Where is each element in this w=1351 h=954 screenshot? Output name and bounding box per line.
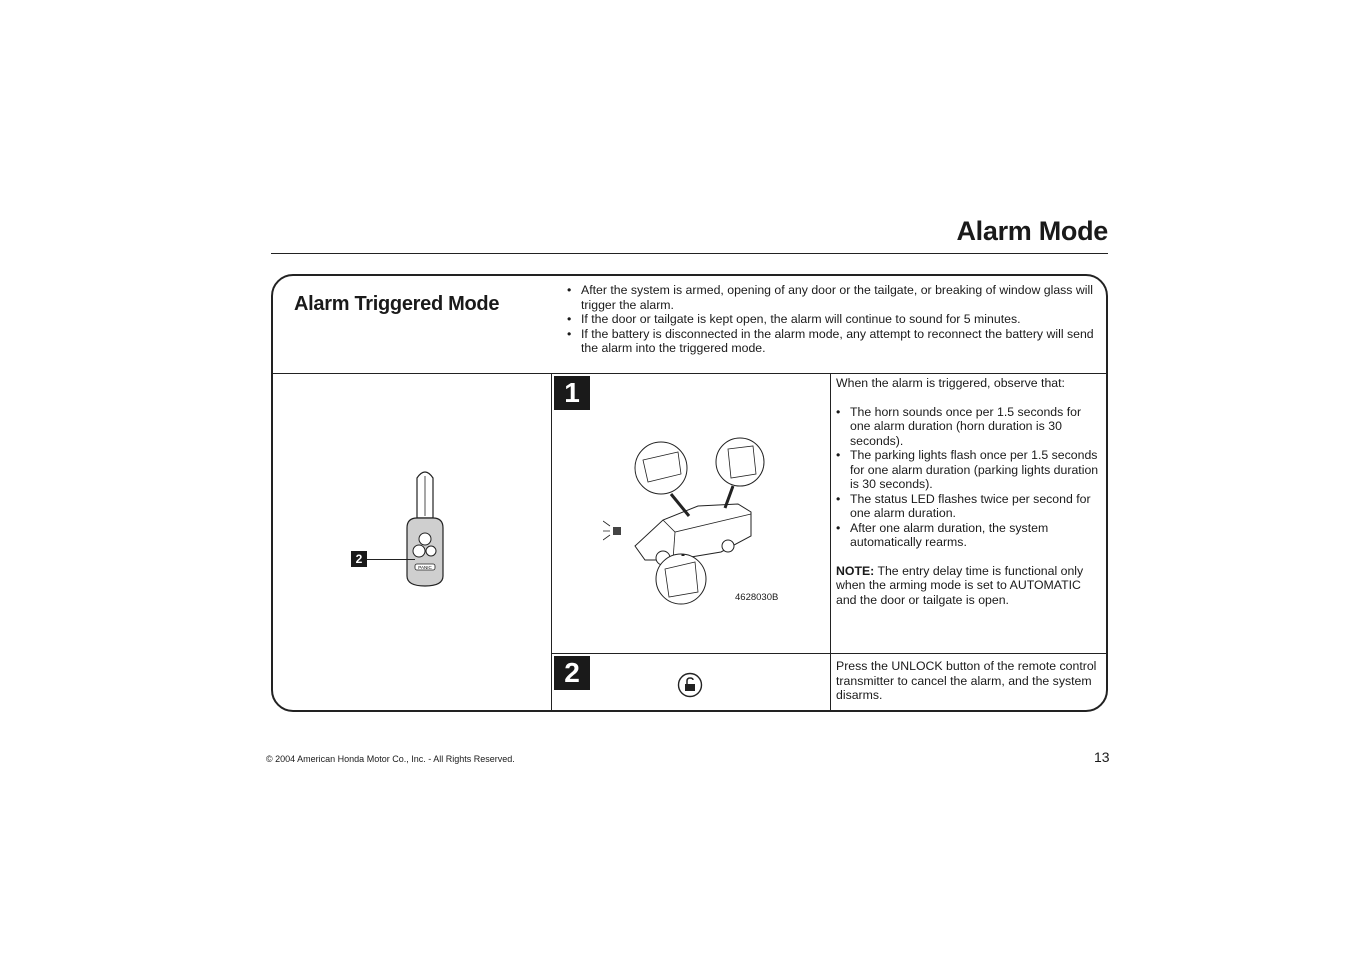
step-1-description [836, 376, 1104, 607]
list-item: • After the system is armed, opening of any door or the tailgate, or breaking of window glass will trigger the alarm. [567, 283, 1097, 312]
note-text: The entry delay time is functional only when the arming mode is set to AUTOMATIC and the door or tailgate is open. [836, 563, 1084, 607]
list-item: • After one alarm duration, the system automatically rearms. [836, 521, 1104, 550]
callout-line [367, 559, 415, 560]
callout-badge: 2 [351, 551, 367, 567]
note-label: NOTE: [836, 563, 875, 578]
intro-bullet-list [567, 283, 1097, 356]
vehicle-alarm-icon [603, 434, 778, 606]
step-1-lead: When the alarm is triggered, observe that: [836, 376, 1065, 390]
left-column-divider [551, 373, 552, 712]
list-item: • The horn sounds once per 1.5 seconds for one alarm duration (horn duration is 30 seconds). [836, 405, 1104, 449]
right-column-divider [830, 373, 831, 712]
list-item: • If the battery is disconnected in the alarm mode, any attempt to reconnect the battery will send the alarm into the triggered mode. [567, 327, 1097, 356]
step-1-bullet-list [836, 405, 1104, 550]
panic-label: PANIC [418, 565, 432, 570]
header-divider [273, 373, 1106, 374]
key-fob-icon [393, 466, 473, 591]
list-item: • If the door or tailgate is kept open, the alarm will continue to sound for 5 minutes. [567, 312, 1097, 327]
copyright-notice: © 2004 American Honda Motor Co., Inc. - All Rights Reserved. [266, 754, 515, 764]
step-1-note [836, 564, 1104, 608]
title-rule [271, 253, 1108, 254]
alarm-triggered-mode-panel [271, 274, 1108, 712]
step-1-badge: 1 [554, 376, 590, 410]
list-item: • The parking lights flash once per 1.5 seconds for one alarm duration (parking lights duration is 30 seconds). [836, 448, 1104, 492]
step-2-badge: 2 [554, 656, 590, 690]
list-item: • The status LED flashes twice per second for one alarm duration. [836, 492, 1104, 521]
page-title: Alarm Mode [956, 216, 1108, 246]
page-number: 13 [1094, 749, 1110, 765]
step-divider [551, 653, 1106, 654]
figure-code: 4628030B [735, 592, 779, 603]
step-2-description: Press the UNLOCK button of the remote control transmitter to cancel the alarm, and the system disarms. [836, 659, 1097, 702]
section-title: Alarm Triggered Mode [294, 293, 500, 315]
unlock-button-icon [677, 672, 703, 698]
